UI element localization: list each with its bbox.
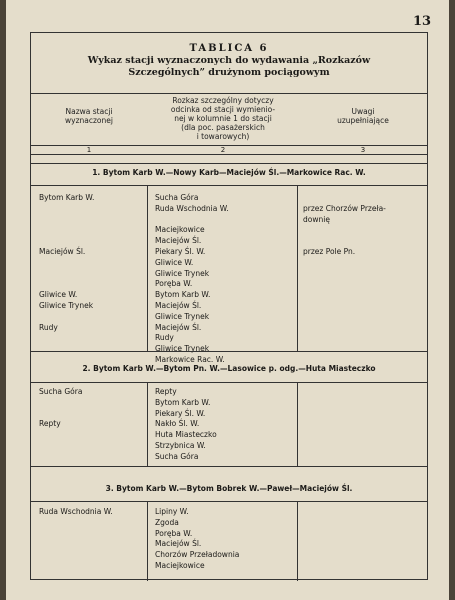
section-1-top-rule: [31, 163, 427, 164]
section-3-heading-rule: [31, 501, 427, 502]
section-3-col-1: Ruda Wschodnia W.: [39, 507, 113, 516]
section-2-heading: 2. Bytom Karb W.—Bytom Pn. W.—Lasowice p. odg.—Huta Miasteczko: [82, 364, 376, 373]
section-1-col-1: Bytom Karb W. Maciejów Śl. Gliwice W. Gliwice Trynek Rudy: [39, 193, 95, 332]
column-header-3: Uwagi uzupełniające: [337, 107, 389, 125]
section-1-col-3: przez Chorzów Przeła- downię przez Pole Pn.: [303, 203, 386, 256]
section-3-top-rule: [31, 466, 427, 467]
section-3-heading: 3. Bytom Karb W.—Bytom Bobrek W.—Paweł—Maciejów Śl.: [105, 484, 353, 493]
section-2-top-rule: [31, 351, 427, 352]
section-2-heading-rule: [31, 382, 427, 383]
section-3-col-2: Lipiny W. Zgoda Poręba W. Maciejów Śl. Chorzów Przeładownia Maciejkowice: [155, 507, 240, 570]
table-frame: [30, 32, 428, 580]
section-1-col-2: Sucha Góra Ruda Wschodnia W. Maciejkowice Maciejów Śl. Piekary Śl. W. Gliwice W. Gliwice Trynek Poręba W. Bytom Karb W. Maciejów Śl. Gliwice Trynek Maciejów Śl. Rudy Gliwice Trynek Markowice Rac. W.: [155, 193, 229, 364]
page-number: 13: [413, 14, 432, 29]
header-bottom-rule: [31, 154, 427, 155]
table-title: TABLICA 6: [189, 43, 269, 54]
section-1-divider-1: [147, 185, 148, 351]
column-number-3: 3: [360, 146, 366, 154]
column-number-1: 1: [86, 146, 92, 154]
table-subtitle: [31, 55, 427, 79]
section-2-col-2: Repty Bytom Karb W. Piekary Śl. W. Nakło Śl. W. Huta Miasteczko Strzybnica W. Sucha Góra: [155, 387, 217, 461]
section-2-divider-2: [297, 382, 298, 466]
section-1-divider-2: [297, 185, 298, 351]
column-number-2: 2: [220, 146, 226, 154]
section-3-divider-1: [147, 501, 148, 581]
section-1-heading: 1. Bytom Karb W.—Nowy Karb—Maciejów Śl.—Markowice Rac. W.: [92, 168, 366, 177]
document-page: [6, 0, 449, 600]
section-2-divider-1: [147, 382, 148, 466]
section-1-heading-rule: [31, 185, 427, 186]
section-3-divider-2: [297, 501, 298, 581]
section-2-col-1: Sucha Góra Repty: [39, 387, 83, 429]
column-header-2: Rozkaz szczególny dotyczy odcinka od stacji wymienio- nej w kolumnie 1 do stacji (dla poc. pasażerskich i towarowych): [170, 96, 276, 141]
subtitle-line-1: Wykaz stacji wyznaczonych do wydawania „Rozkazów: [87, 55, 371, 66]
column-header-1: Nazwa stacji wyznaczonej: [65, 107, 113, 125]
header-top-rule: [31, 93, 427, 94]
subtitle-line-2: Szczególnych” drużynom pociągowym: [128, 67, 330, 78]
